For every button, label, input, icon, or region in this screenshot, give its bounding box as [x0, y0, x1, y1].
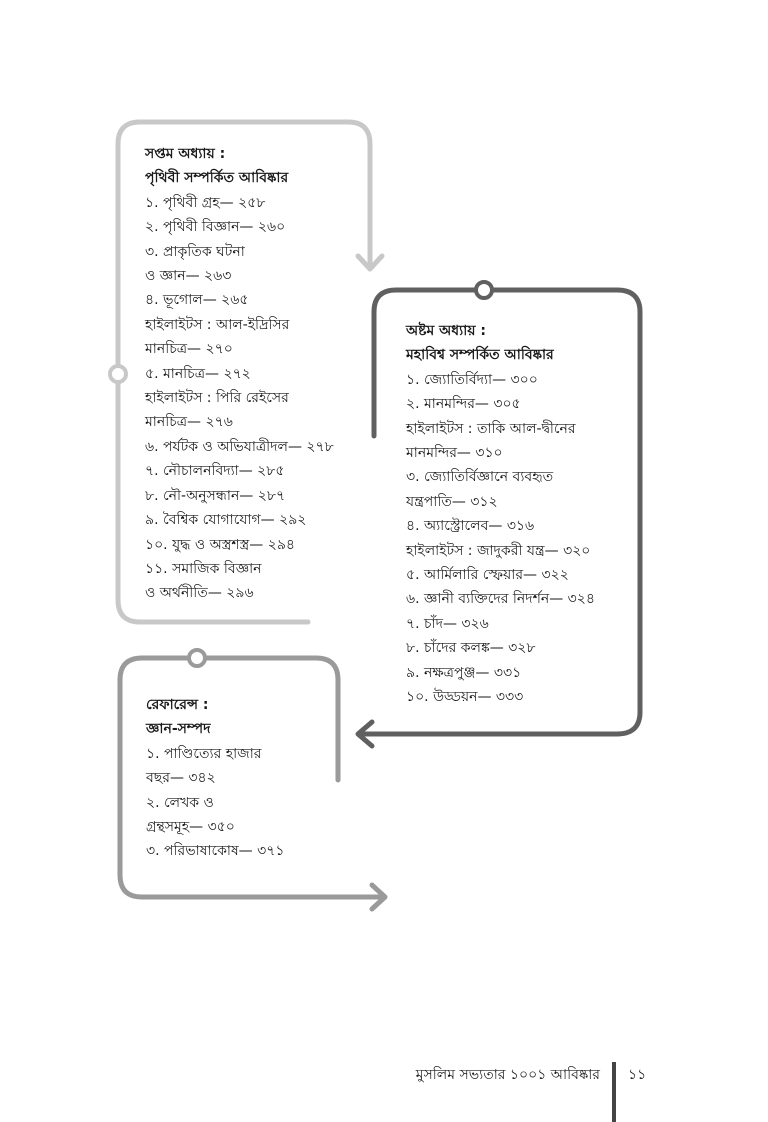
toc-entry: ৪. অ্যাস্ট্রোলেব— ৩১৬ [406, 518, 535, 535]
toc-entry: বছর— ৩৪২ [146, 770, 216, 787]
toc-entry: ৯. নক্ষত্রপুঞ্জ— ৩৩১ [406, 664, 522, 681]
page-number: ১১ [628, 1067, 647, 1083]
footer-book-title: মুসলিম সভ্যতার ১০০১ আবিষ্কার [415, 1067, 600, 1083]
toc-entry: ও জ্ঞান— ২৬৩ [145, 268, 232, 285]
chapter7-section [145, 142, 334, 606]
toc-entry: ৮. চাঁদের কলঙ্ক— ৩২৮ [406, 640, 536, 657]
toc-entry: ১. জ্যোতির্বিদ্যা— ৩০০ [406, 371, 538, 388]
toc-entry: ৫. মানচিত্র— ২৭২ [145, 365, 251, 382]
toc-entry: ১. পাণ্ডিত্যের হাজার [146, 745, 262, 762]
toc-entry: হাইলাইটস : পিরি রেইসের [145, 390, 289, 407]
toc-entry: ৬. জ্ঞানী ব্যক্তিদের নিদর্শন— ৩২৪ [406, 591, 595, 608]
toc-entry: ৫. আর্মিলারি স্ফেয়ার— ৩২২ [406, 567, 569, 584]
toc-entry: ৩. জ্যোতির্বিজ্ঞানে ব্যবহৃত [406, 469, 554, 486]
toc-entry: ও অর্থনীতি— ২৯৬ [145, 585, 254, 602]
toc-entry: যন্ত্রপাতি— ৩১২ [406, 493, 498, 510]
reference-heading: রেফারেন্স : [146, 697, 209, 713]
toc-entry: হাইলাইটস : আল-ইদ্রিসির [145, 316, 290, 333]
chapter8-section [406, 319, 595, 710]
chapter8-heading: অষ্টম অধ্যায় : [406, 323, 486, 339]
toc-entry: ৩. প্রাকৃতিক ঘটনা [145, 243, 245, 260]
reference-subtitle: জ্ঞান-সম্পদ [146, 721, 211, 738]
toc-entry: ২. পৃথিবী বিজ্ঞান— ২৬০ [145, 219, 286, 236]
reference-node-icon [189, 650, 205, 666]
toc-entry: মানমন্দির— ৩১০ [406, 445, 503, 462]
footer-divider [612, 1062, 616, 1122]
toc-entry: ২. লেখক ও [146, 794, 214, 811]
toc-entry: ৬. পর্যটক ও অভিযাত্রীদল— ২৭৮ [145, 438, 334, 455]
toc-entry: গ্রন্থসমূহ— ৩৫০ [146, 819, 235, 836]
chapter7-heading: সপ্তম অধ্যায় : [145, 146, 226, 162]
toc-entry: মানচিত্র— ২৭৬ [145, 414, 233, 431]
toc-entry: হাইলাইটস : জাদুকরী যন্ত্র— ৩২০ [406, 542, 591, 559]
toc-entry: ৭. চাঁদ— ৩২৬ [406, 615, 489, 632]
chapter7-node-icon [110, 366, 126, 382]
toc-entry: ৪. ভূগোল— ২৬৫ [145, 292, 249, 309]
chapter8-subtitle: মহাবিশ্ব সম্পর্কিত আবিষ্কার [406, 347, 554, 364]
toc-entry: ৮. নৌ-অনুসন্ধান— ২৮৭ [145, 487, 286, 504]
toc-entry: ৭. নৌচালনবিদ্যা— ২৮৫ [145, 463, 285, 480]
toc-entry: ১. পৃথিবী গ্রহ— ২৫৮ [145, 194, 266, 211]
toc-entry: ২. মানমন্দির— ৩০৫ [406, 396, 521, 413]
toc-entry: মানচিত্র— ২৭০ [145, 341, 233, 358]
toc-entry: হাইলাইটস : তাকি আল-দ্বীনের [406, 420, 576, 437]
chapter8-node-icon [476, 282, 492, 298]
toc-entry: ১০. যুদ্ধ ও অস্ত্রশস্ত্র— ২৯৪ [145, 536, 296, 553]
toc-entry: ১০. উড্ডয়ন— ৩৩৩ [406, 689, 524, 706]
chapter7-subtitle: পৃথিবী সম্পর্কিত আবিষ্কার [145, 170, 289, 187]
toc-entry: ১১. সমাজিক বিজ্ঞান [145, 560, 262, 577]
toc-entry: ৯. বৈশ্বিক যোগাযোগ— ২৯২ [145, 512, 307, 529]
reference-section [146, 693, 284, 864]
toc-entry: ৩. পরিভাষাকোষ— ৩৭১ [146, 843, 285, 860]
